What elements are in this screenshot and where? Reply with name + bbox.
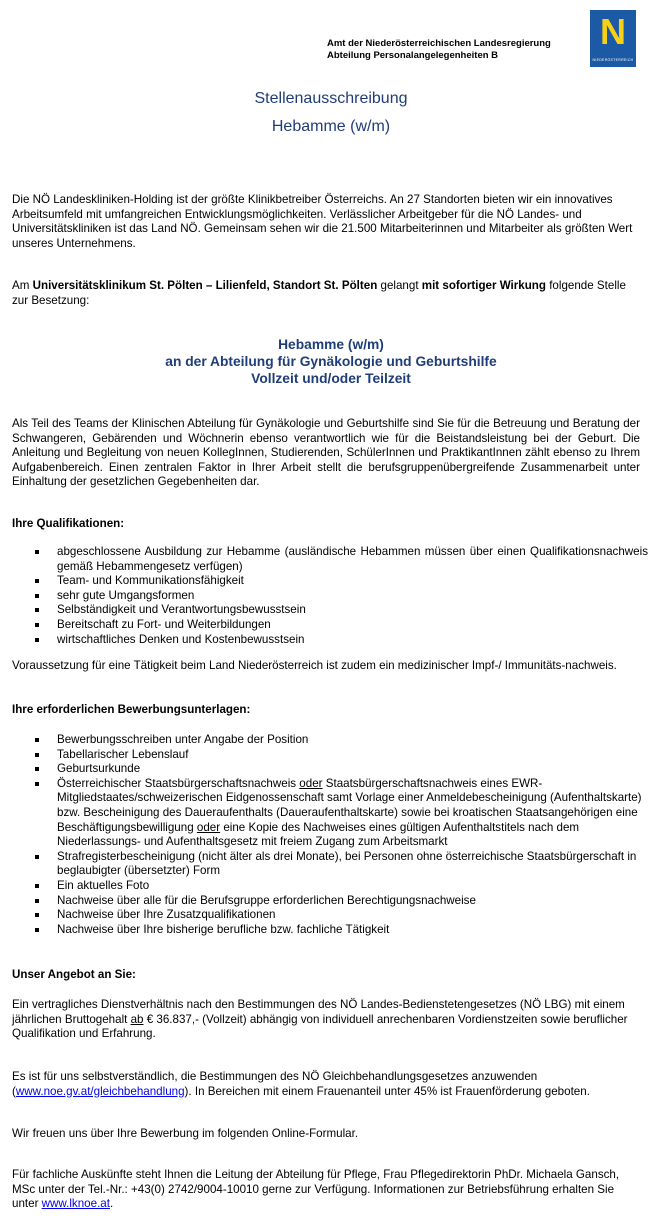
qualifications-list <box>35 545 648 647</box>
list-item: Bewerbungsschreiben unter Angabe der Position <box>35 733 648 748</box>
equality-link[interactable]: www.noe.gv.at/gleichbehandlung <box>15 1084 185 1098</box>
header-authority <box>327 38 551 62</box>
qualifications-heading: Ihre Qualifikationen: <box>12 517 125 530</box>
location-pre: Am <box>12 279 33 292</box>
position-line-3: Vollzeit und/oder Teilzeit <box>251 371 411 386</box>
list-item: Ein aktuelles Foto <box>35 879 648 894</box>
list-item: Team- und Kommunikationsfähigkeit <box>35 574 648 589</box>
doc-or-1: oder <box>299 776 323 790</box>
doc-citizenship-a: Österreichischer Staatsbürgerschaftsnachweis <box>57 776 300 790</box>
equality-paragraph <box>12 1070 640 1099</box>
contact-post: . <box>109 1197 114 1210</box>
offer-pre: Ein vertragliches Dienstverhältnis nach den Bestimmungen des NÖ Landes-Bedienstetengesetzes (NÖ LBG) mit einem jährlichen Bruttogehalt <box>12 998 625 1026</box>
requirement-paragraph: Voraussetzung für eine Tätigkeit beim Land Niederösterreich ist zudem ein medizinischer Impf-/ Immunitäts-nachweis. <box>12 659 617 672</box>
offer-post: € 36.837,- (Vollzeit) abhängig von individuell anrechenbaren Vordienstzeiten sowie beruflicher Qualifikation und Erfahrung. <box>12 1012 628 1040</box>
doc-or-2: oder <box>196 820 221 834</box>
offer-paragraph <box>12 998 640 1042</box>
equality-pre: Es ist für uns selbstverständlich, die Bestimmungen des NÖ Gleichbehandlungsgesetzes anzuwenden ( <box>12 1070 538 1098</box>
location-paragraph <box>12 279 640 308</box>
contact-paragraph <box>12 1168 640 1212</box>
list-item: Nachweise über alle für die Berufsgruppe erforderlichen Berechtigungsnachweise <box>35 894 648 909</box>
list-item: Selbständigkeit und Verantwortungsbewusstsein <box>35 603 648 618</box>
location-effect: mit sofortiger Wirkung <box>421 279 546 292</box>
doc-citizenship-c: eine Kopie des Nachweises eines gültigen Aufenthaltstitels nach dem Niederlassungs- und Aufenthaltsgesetz mit freiem Zugang zum Arbeitsmarkt <box>57 820 580 849</box>
intro-paragraph: Die NÖ Landeskliniken-Holding ist der größte Klinikbetreiber Österreichs. An 27 Standorten bieten wir ein innovatives Arbeitsumfeld mit umfangreichen Entwicklungsmöglichkeiten. Verlässlicher Arbeitgeber für die NÖ Landes- und Universitätskliniken ist das Land NÖ. Gemeinsam sehen wir die 21.500 Mitarbeiterinnen und Mitarbeiter als größten Wert unseres Unternehmens. <box>12 193 633 250</box>
position-title <box>0 336 662 387</box>
list-item: Tabellarischer Lebenslauf <box>35 748 648 763</box>
logo-caption: NIEDERÖSTERREICH <box>592 58 634 62</box>
list-item: Nachweise über Ihre bisherige berufliche bzw. fachliche Tätigkeit <box>35 923 648 938</box>
header-line-2: Abteilung Personalangelegenheiten B <box>327 50 499 61</box>
list-item: Strafregisterbescheinigung (nicht älter als drei Monate), bei Personen ohne österreichische Staatsbürgerschaft in beglaubigter (übersetzter) Form <box>35 850 648 879</box>
documents-list <box>35 733 648 937</box>
logo-letter: N <box>600 11 626 52</box>
description-paragraph: Als Teil des Teams der Klinischen Abteilung für Gynäkologie und Geburtshilfe sind Sie für die Betreuung und Beratung der Schwangeren, Gebärenden und Wöchnerin ebenso verantwortlich wie für die Beistandsleistung bei der Geburt. Die Anleitung und Begleitung von neuen KollegInnen, Studierenden, SchülerInnen und PraktikantInnen zählt ebenso zu Ihrem Aufgabenbereich. Einen zentralen Faktor in Ihrer Arbeit stellt die berufsgruppenübergreifende Zusammenarbeit unter Einhaltung der gesetzlichen Gegebenheiten dar. <box>12 417 640 488</box>
list-item: abgeschlossene Ausbildung zur Hebamme (ausländische Hebammen müssen über einen Qualifikationsnachweis gemäß Hebammengesetz verfügen) <box>35 545 648 574</box>
apply-paragraph: Wir freuen uns über Ihre Bewerbung im folgenden Online-Formular. <box>12 1127 359 1140</box>
position-line-2: an der Abteilung für Gynäkologie und Geburtshilfe <box>165 354 497 369</box>
contact-pre: Für fachliche Auskünfte steht Ihnen die Leitung der Abteilung für Pflege, Frau Pflegedirektorin PhDr. Michaela Gansch, MSc unter der Tel.-Nr.: +43(0) 2742/9004-10010 gerne zur Verfügung. Informationen zur Betriebsführung erhalten Sie unter <box>12 1168 620 1210</box>
position-line-1: Hebamme (w/m) <box>278 337 384 352</box>
list-item: Nachweise über Ihre Zusatzqualifikationen <box>35 908 648 923</box>
title-line-2: Hebamme (w/m) <box>271 118 391 135</box>
list-item <box>35 777 648 850</box>
noe-logo <box>590 10 636 67</box>
list-item: Bereitschaft zu Fort- und Weiterbildungen <box>35 618 648 633</box>
contact-link[interactable]: www.lknoe.at <box>41 1197 110 1210</box>
list-item: Geburtsurkunde <box>35 762 648 777</box>
location-mid: gelangt <box>377 279 422 292</box>
header-line-1: Amt der Niederösterreichischen Landesregierung <box>327 38 551 49</box>
offer-heading: Unser Angebot an Sie: <box>12 968 136 981</box>
location-site: Universitätsklinikum St. Pölten – Lilienfeld, Standort St. Pölten <box>32 279 378 292</box>
doc-citizenship-b: Staatsbürgerschaftsnachweis eines EWR-Mitgliedstaates/schweizerischen Eidgenossenschaft samt Vorlage einer Anmeldebescheinigung (Aufenthaltskarte) bzw. Bescheinigung des Daueraufenthalts (Daueraufenthaltskarte) sowie bei kroatischen Staatsangehörigen eine Beschäftigungsbewilligung <box>57 776 642 834</box>
documents-heading: Ihre erforderlichen Bewerbungsunterlagen: <box>12 703 251 716</box>
equality-post: ). In Bereichen mit einem Frauenanteil unter 45% ist Frauenförderung geboten. <box>184 1084 590 1098</box>
offer-ab: ab <box>130 1012 144 1026</box>
list-item: sehr gute Umgangsformen <box>35 589 648 604</box>
list-item: wirtschaftliches Denken und Kostenbewusstsein <box>35 633 648 648</box>
title-line-1: Stellenausschreibung <box>254 90 408 107</box>
location-post: folgende Stelle zur Besetzung: <box>12 279 626 307</box>
